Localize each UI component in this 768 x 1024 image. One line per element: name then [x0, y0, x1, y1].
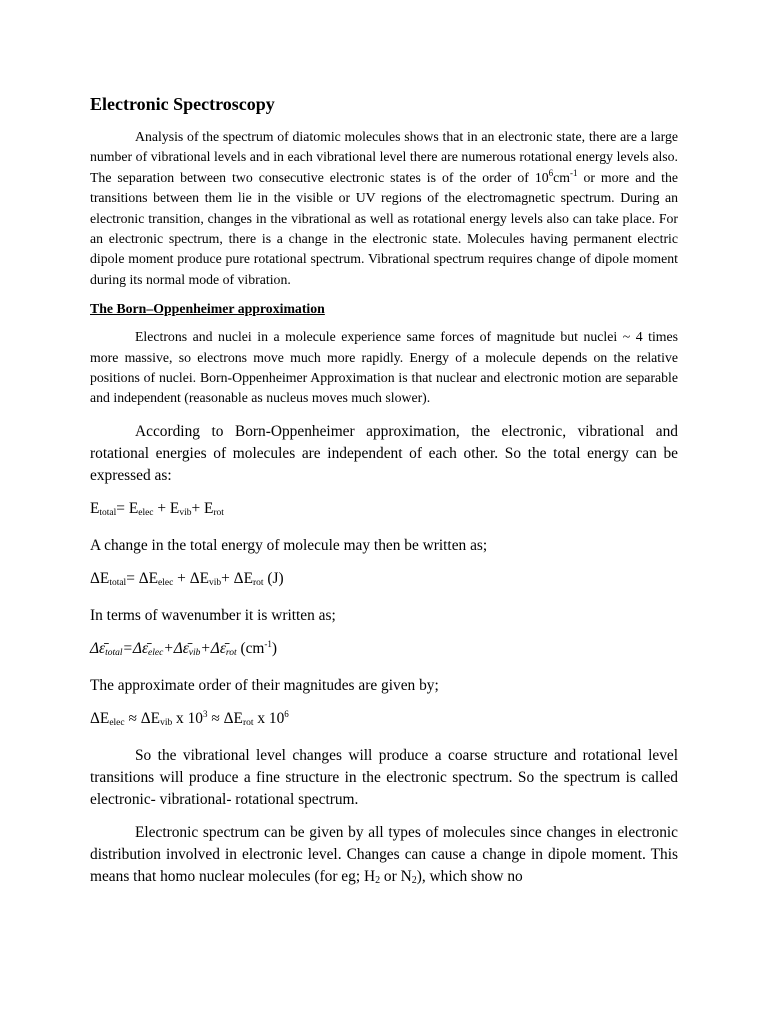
equation-magnitudes [90, 708, 678, 734]
order-line: The approximate order of their magnitudes are given by; [90, 676, 439, 694]
eq4-sub-vib: vib [160, 717, 173, 728]
eq3-unit-close: ) [271, 639, 278, 657]
eq2-plus-1: + ΔE [173, 569, 210, 587]
document-content [90, 94, 678, 899]
eq1-sub-vib: vib [179, 507, 192, 518]
eq4-times-1: x 10 [172, 709, 203, 727]
eq2-symbol: ΔE [90, 569, 110, 587]
eq4-times-2: x 10 [253, 709, 285, 727]
eq3-plus-2: +Δε̄ [200, 639, 226, 657]
eq4-approx-1: ≈ ΔE [124, 709, 161, 727]
intro-text-1: Analysis of the spectrum of diatomic molecules shows that in an electronic state, there are a large number of vibrational levels and in each vibrational level there are numerous rotational energy levels also. The separation between two consecutive electronic states is of the order of 10 [90, 129, 678, 185]
eq1-symbol: E [90, 499, 100, 517]
eq1-sub-elec: elec [138, 507, 154, 518]
equation-total-energy [90, 498, 678, 524]
eq3-unit: (cm [236, 639, 265, 657]
eq2-sub-rot: rot [252, 577, 264, 588]
last-text-3: ), which show no [416, 867, 523, 885]
intro-text-2: cm [553, 169, 570, 185]
intro-text-3: or more and the transitions between them lie in the visible or UV regions of the electromagnetic spectrum. During an electronic transition, changes in the vibrational as well as rotational energy levels also can take place. For an electronic spectrum, there is a change in the electronic state. Molecules having permanent electric dipole moment produce pure rotational spectrum. Vibrational spectrum requires change of dipole moment during its normal mode of vibration. [90, 169, 678, 287]
page-title: Electronic Spectroscopy [90, 94, 275, 114]
eq1-sub-total: total [99, 507, 117, 518]
eq4-symbol: ΔE [90, 709, 110, 727]
eq1-plus-1: + E [153, 499, 180, 517]
intro-sup-2: -1 [569, 167, 578, 178]
section-heading-born-oppenheimer: The Born–Oppenheimer approximation [90, 301, 325, 317]
electronic-spectrum-paragraph [90, 822, 678, 888]
eq3-symbol: Δε̄ [90, 639, 106, 657]
eq4-sup-2: 6 [284, 708, 289, 719]
equation-delta-energy [90, 568, 678, 594]
structure-paragraph: So the vibrational level changes will produce a coarse structure and rotational level transitions will produce a fine structure in the electronic spectrum. So the spectrum is called electronic- vibrational- rotational spectrum. [90, 746, 678, 808]
eq3-sub-elec: elec [148, 647, 164, 658]
eq3-equals: =Δε̄ [122, 639, 149, 657]
eq2-sub-total: total [109, 577, 127, 588]
eq4-sub-elec: elec [109, 717, 125, 728]
wavenumber-line: In terms of wavenumber it is written as; [90, 606, 336, 624]
last-sub-1: 2 [375, 874, 381, 886]
eq2-sub-elec: elec [158, 577, 174, 588]
eq3-plus-1: +Δε̄ [163, 639, 189, 657]
eq2-plus-2: + ΔE [221, 569, 253, 587]
eq4-approx-2: ≈ ΔE [207, 709, 243, 727]
last-sub-2: 2 [411, 874, 417, 886]
born-paragraph: Electrons and nuclei in a molecule experience same forces of magnitude but nuclei ~ 4 times more massive, so electrons move much more rapidly. Energy of a molecule depends on the relative positions of nuclei. Born-Oppenheimer Approximation is that nuclear and electronic motion are separable and independent (reasonable as nucleus moves much slower). [90, 329, 678, 406]
eq3-sub-rot: rot [225, 647, 237, 658]
eq2-equals: = ΔE [126, 569, 159, 587]
eq2-unit: (J) [263, 569, 284, 587]
intro-sup-1: 6 [548, 167, 554, 178]
eq1-plus-2: + E [191, 499, 214, 517]
intro-paragraph [90, 127, 678, 290]
eq3-unit-sup: -1 [264, 638, 272, 649]
eq2-sub-vib: vib [209, 577, 222, 588]
eq1-equals: = E [116, 499, 139, 517]
eq4-sub-rot: rot [242, 717, 254, 728]
equation-wavenumber [90, 638, 678, 664]
eq4-sup-1: 3 [202, 708, 208, 719]
eq1-sub-rot: rot [213, 507, 224, 518]
according-paragraph: According to Born-Oppenheimer approximation, the electronic, vibrational and rotational energies of molecules are independent of each other. So the total energy can be expressed as: [90, 422, 678, 484]
eq3-sub-vib: vib [188, 647, 201, 658]
change-line: A change in the total energy of molecule may then be written as; [90, 536, 488, 554]
eq3-sub-total: total [105, 647, 123, 658]
last-text-2: or N [380, 867, 412, 885]
last-text-1: Electronic spectrum can be given by all types of molecules since changes in electronic distribution involved in electronic level. Changes can cause a change in dipole moment. This means that homo nuclear molecules (for eg; H [90, 823, 678, 885]
